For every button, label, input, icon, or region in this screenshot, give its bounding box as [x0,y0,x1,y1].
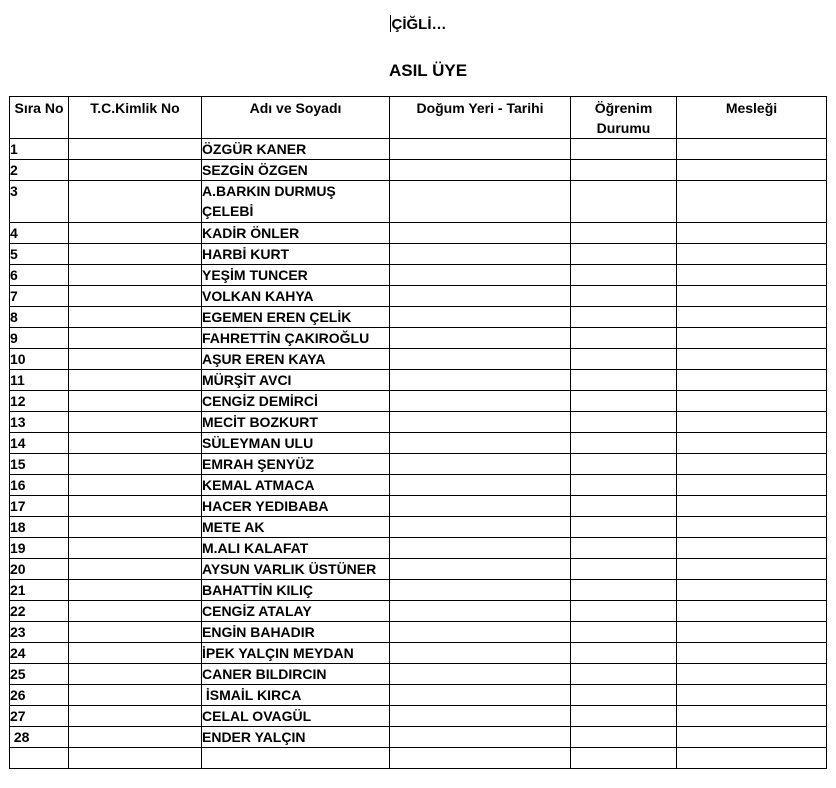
cell-meslegi[interactable] [677,517,827,538]
cell-dogum-yeri-tarihi[interactable] [390,181,571,223]
cell-sira-no[interactable]: 18 [10,517,69,538]
cell-dogum-yeri-tarihi[interactable] [390,601,571,622]
cell-sira-no[interactable]: 24 [10,643,69,664]
cell-sira-no[interactable]: 3 [10,181,69,223]
column-header-dogum-yeri-tarihi: Doğum Yeri - Tarihi [390,97,571,139]
cell-tc-kimlik-no[interactable] [69,286,202,307]
cell-meslegi[interactable] [677,559,827,580]
table-row [10,454,827,475]
cell-adi-soyadi[interactable]: MÜRŞİT AVCI [202,370,390,391]
cell-dogum-yeri-tarihi[interactable] [390,433,571,454]
table-row [10,391,827,412]
cell-tc-kimlik-no[interactable] [69,181,202,223]
cell-tc-kimlik-no[interactable] [69,538,202,559]
column-header-adi-soyadi: Adı ve Soyadı [202,97,390,139]
cell-ogrenim-durumu[interactable] [571,622,677,643]
document-header [0,14,836,36]
cell-ogrenim-durumu[interactable] [571,517,677,538]
cell-tc-kimlik-no[interactable] [69,454,202,475]
cell-sira-no[interactable]: 13 [10,412,69,433]
cell-ogrenim-durumu[interactable] [571,307,677,328]
cell-adi-soyadi[interactable]: M.ALI KALAFAT [202,538,390,559]
table-row [10,412,827,433]
cell-ogrenim-durumu[interactable] [571,328,677,349]
cell-ogrenim-durumu[interactable] [571,265,677,286]
cell-dogum-yeri-tarihi[interactable] [390,748,571,769]
cell-dogum-yeri-tarihi[interactable] [390,307,571,328]
cell-tc-kimlik-no[interactable] [69,622,202,643]
cell-ogrenim-durumu[interactable] [571,538,677,559]
cell-sira-no[interactable]: 9 [10,328,69,349]
members-table [9,96,827,769]
cell-tc-kimlik-no[interactable] [69,706,202,727]
cell-adi-soyadi[interactable]: SÜLEYMAN ULU [202,433,390,454]
cell-ogrenim-durumu[interactable] [571,160,677,181]
table-row [10,433,827,454]
cell-ogrenim-durumu[interactable] [571,412,677,433]
cell-dogum-yeri-tarihi[interactable] [390,223,571,244]
cell-dogum-yeri-tarihi[interactable] [390,160,571,181]
cell-adi-soyadi[interactable]: CENGİZ ATALAY [202,601,390,622]
cell-dogum-yeri-tarihi[interactable] [390,727,571,748]
table-row [10,727,827,748]
cell-meslegi[interactable] [677,370,827,391]
cell-ogrenim-durumu[interactable] [571,580,677,601]
cell-adi-soyadi[interactable]: FAHRETTİN ÇAKIROĞLU [202,328,390,349]
cell-meslegi[interactable] [677,580,827,601]
cell-ogrenim-durumu[interactable] [571,664,677,685]
cell-ogrenim-durumu[interactable] [571,349,677,370]
table-row [10,664,827,685]
cell-ogrenim-durumu[interactable] [571,496,677,517]
cell-meslegi[interactable] [677,391,827,412]
cell-ogrenim-durumu[interactable] [571,181,677,223]
cell-meslegi[interactable] [677,307,827,328]
cell-meslegi[interactable] [677,286,827,307]
cell-sira-no[interactable]: 27 [10,706,69,727]
cell-sira-no[interactable]: 8 [10,307,69,328]
cell-tc-kimlik-no[interactable] [69,139,202,160]
cell-sira-no[interactable]: 21 [10,580,69,601]
cell-sira-no[interactable]: 25 [10,664,69,685]
cell-tc-kimlik-no[interactable] [69,643,202,664]
cell-tc-kimlik-no[interactable] [69,559,202,580]
table-body [10,139,827,769]
cell-sira-no[interactable]: 4 [10,223,69,244]
cell-tc-kimlik-no[interactable] [69,328,202,349]
cell-dogum-yeri-tarihi[interactable] [390,622,571,643]
cell-adi-soyadi[interactable]: KEMAL ATMACA [202,475,390,496]
cell-sira-no[interactable]: 19 [10,538,69,559]
cell-sira-no[interactable]: 14 [10,433,69,454]
cell-adi-soyadi[interactable]: HACER YEDIBABA [202,496,390,517]
cell-adi-soyadi[interactable]: ÖZGÜR KANER [202,139,390,160]
cell-tc-kimlik-no[interactable] [69,727,202,748]
table-row [10,328,827,349]
cell-tc-kimlik-no[interactable] [69,433,202,454]
column-header-tc-kimlik-no: T.C.Kimlik No [69,97,202,139]
table-row [10,580,827,601]
cell-sira-no[interactable]: 5 [10,244,69,265]
table-row [10,244,827,265]
cell-sira-no[interactable]: 10 [10,349,69,370]
cell-dogum-yeri-tarihi[interactable] [390,328,571,349]
cell-ogrenim-durumu[interactable] [571,391,677,412]
table-row [10,601,827,622]
cell-ogrenim-durumu[interactable] [571,244,677,265]
cell-ogrenim-durumu[interactable] [571,685,677,706]
cell-dogum-yeri-tarihi[interactable] [390,349,571,370]
table-row [10,643,827,664]
cell-tc-kimlik-no[interactable] [69,244,202,265]
cell-sira-no[interactable] [10,748,69,769]
cell-sira-no[interactable]: 17 [10,496,69,517]
cell-meslegi[interactable] [677,538,827,559]
cell-meslegi[interactable] [677,223,827,244]
cell-tc-kimlik-no[interactable] [69,412,202,433]
cell-adi-soyadi[interactable]: İSMAİL KIRCA [202,685,390,706]
cell-tc-kimlik-no[interactable] [69,160,202,181]
cell-adi-soyadi[interactable]: CELAL OVAGÜL [202,706,390,727]
cell-sira-no[interactable]: 15 [10,454,69,475]
cell-dogum-yeri-tarihi[interactable] [390,496,571,517]
cell-meslegi[interactable] [677,328,827,349]
cell-meslegi[interactable] [677,664,827,685]
table-row [10,538,827,559]
cell-meslegi[interactable] [677,622,827,643]
cell-meslegi[interactable] [677,244,827,265]
cell-tc-kimlik-no[interactable] [69,496,202,517]
cell-ogrenim-durumu[interactable] [571,727,677,748]
cell-ogrenim-durumu[interactable] [571,643,677,664]
cell-dogum-yeri-tarihi[interactable] [390,370,571,391]
text-cursor [390,15,391,32]
cell-adi-soyadi[interactable]: KADİR ÖNLER [202,223,390,244]
cell-ogrenim-durumu[interactable] [571,433,677,454]
cell-tc-kimlik-no[interactable] [69,664,202,685]
cell-tc-kimlik-no[interactable] [69,349,202,370]
column-header-sira-no: Sıra No [10,97,69,139]
cell-sira-no[interactable]: 12 [10,391,69,412]
table-row [10,139,827,160]
table-row [10,307,827,328]
cell-adi-soyadi[interactable]: EMRAH ŞENYÜZ [202,454,390,475]
cell-meslegi[interactable] [677,643,827,664]
cell-tc-kimlik-no[interactable] [69,748,202,769]
cell-sira-no[interactable]: 28 [10,727,69,748]
cell-dogum-yeri-tarihi[interactable] [390,244,571,265]
cell-sira-no[interactable]: 26 [10,685,69,706]
table-row [10,223,827,244]
cell-adi-soyadi[interactable]: İPEK YALÇIN MEYDAN [202,643,390,664]
cell-dogum-yeri-tarihi[interactable] [390,538,571,559]
cell-meslegi[interactable] [677,265,827,286]
cell-adi-soyadi[interactable]: ENGİN BAHADIR [202,622,390,643]
cell-meslegi[interactable] [677,496,827,517]
cell-dogum-yeri-tarihi[interactable] [390,580,571,601]
table-row [10,286,827,307]
cell-dogum-yeri-tarihi[interactable] [390,664,571,685]
cell-tc-kimlik-no[interactable] [69,601,202,622]
cell-adi-soyadi[interactable]: EGEMEN EREN ÇELİK [202,307,390,328]
cell-adi-soyadi[interactable]: METE AK [202,517,390,538]
header-text: ÇİĞLİ… [391,16,447,33]
cell-adi-soyadi[interactable]: CANER BILDIRCIN [202,664,390,685]
cell-meslegi[interactable] [677,706,827,727]
cell-sira-no[interactable]: 2 [10,160,69,181]
cell-ogrenim-durumu[interactable] [571,475,677,496]
cell-meslegi[interactable] [677,181,827,223]
table-row [10,370,827,391]
cell-meslegi[interactable] [677,475,827,496]
cell-tc-kimlik-no[interactable] [69,391,202,412]
cell-meslegi[interactable] [677,748,827,769]
cell-ogrenim-durumu[interactable] [571,601,677,622]
cell-dogum-yeri-tarihi[interactable] [390,412,571,433]
cell-adi-soyadi[interactable] [202,748,390,769]
cell-adi-soyadi[interactable]: AŞUR EREN KAYA [202,349,390,370]
cell-tc-kimlik-no[interactable] [69,580,202,601]
cell-tc-kimlik-no[interactable] [69,223,202,244]
cell-adi-soyadi[interactable]: A.BARKIN DURMUŞ ÇELEBİ [202,181,390,223]
table-row [10,475,827,496]
cell-dogum-yeri-tarihi[interactable] [390,685,571,706]
cell-meslegi[interactable] [677,727,827,748]
cell-adi-soyadi[interactable]: SEZGİN ÖZGEN [202,160,390,181]
table-row [10,748,827,769]
cell-ogrenim-durumu[interactable] [571,559,677,580]
cell-meslegi[interactable] [677,349,827,370]
cell-tc-kimlik-no[interactable] [69,685,202,706]
cell-dogum-yeri-tarihi[interactable] [390,286,571,307]
cell-ogrenim-durumu[interactable] [571,223,677,244]
cell-tc-kimlik-no[interactable] [69,475,202,496]
cell-adi-soyadi[interactable]: HARBİ KURT [202,244,390,265]
cell-dogum-yeri-tarihi[interactable] [390,706,571,727]
cell-adi-soyadi[interactable]: CENGİZ DEMİRCİ [202,391,390,412]
cell-tc-kimlik-no[interactable] [69,307,202,328]
table-row [10,559,827,580]
cell-sira-no[interactable]: 16 [10,475,69,496]
cell-ogrenim-durumu[interactable] [571,139,677,160]
column-header-ogrenim-durumu: Öğrenim Durumu [571,97,677,139]
cell-meslegi[interactable] [677,139,827,160]
cell-sira-no[interactable]: 7 [10,286,69,307]
table-row [10,517,827,538]
cell-adi-soyadi[interactable]: AYSUN VARLIK ÜSTÜNER [202,559,390,580]
column-header-meslegi: Mesleği [677,97,827,139]
cell-dogum-yeri-tarihi[interactable] [390,517,571,538]
cell-adi-soyadi[interactable]: ENDER YALÇIN [202,727,390,748]
table-row [10,265,827,286]
cell-dogum-yeri-tarihi[interactable] [390,139,571,160]
table-row [10,160,827,181]
cell-meslegi[interactable] [677,160,827,181]
table-row [10,685,827,706]
cell-dogum-yeri-tarihi[interactable] [390,454,571,475]
cell-adi-soyadi[interactable]: BAHATTİN KILIÇ [202,580,390,601]
cell-meslegi[interactable] [677,601,827,622]
page-title: ASIL ÜYE [388,61,468,80]
cell-dogum-yeri-tarihi[interactable] [390,391,571,412]
cell-ogrenim-durumu[interactable] [571,370,677,391]
table-row [10,622,827,643]
cell-sira-no[interactable]: 1 [10,139,69,160]
cell-sira-no[interactable]: 20 [10,559,69,580]
cell-ogrenim-durumu[interactable] [571,454,677,475]
cell-adi-soyadi[interactable]: VOLKAN KAHYA [202,286,390,307]
cell-ogrenim-durumu[interactable] [571,748,677,769]
table-row [10,496,827,517]
cell-adi-soyadi[interactable]: MECİT BOZKURT [202,412,390,433]
cell-meslegi[interactable] [677,454,827,475]
cell-sira-no[interactable]: 22 [10,601,69,622]
cell-ogrenim-durumu[interactable] [571,286,677,307]
table-row [10,181,827,223]
cell-tc-kimlik-no[interactable] [69,265,202,286]
cell-dogum-yeri-tarihi[interactable] [390,643,571,664]
cell-ogrenim-durumu[interactable] [571,706,677,727]
table-header-row [10,97,827,139]
cell-adi-soyadi[interactable]: YEŞİM TUNCER [202,265,390,286]
cell-dogum-yeri-tarihi[interactable] [390,475,571,496]
cell-dogum-yeri-tarihi[interactable] [390,265,571,286]
cell-tc-kimlik-no[interactable] [69,517,202,538]
cell-meslegi[interactable] [677,685,827,706]
cell-sira-no[interactable]: 6 [10,265,69,286]
cell-meslegi[interactable] [677,412,827,433]
table-row [10,706,827,727]
cell-sira-no[interactable]: 23 [10,622,69,643]
cell-sira-no[interactable]: 11 [10,370,69,391]
cell-meslegi[interactable] [677,433,827,454]
cell-tc-kimlik-no[interactable] [69,370,202,391]
cell-dogum-yeri-tarihi[interactable] [390,559,571,580]
table-row [10,349,827,370]
